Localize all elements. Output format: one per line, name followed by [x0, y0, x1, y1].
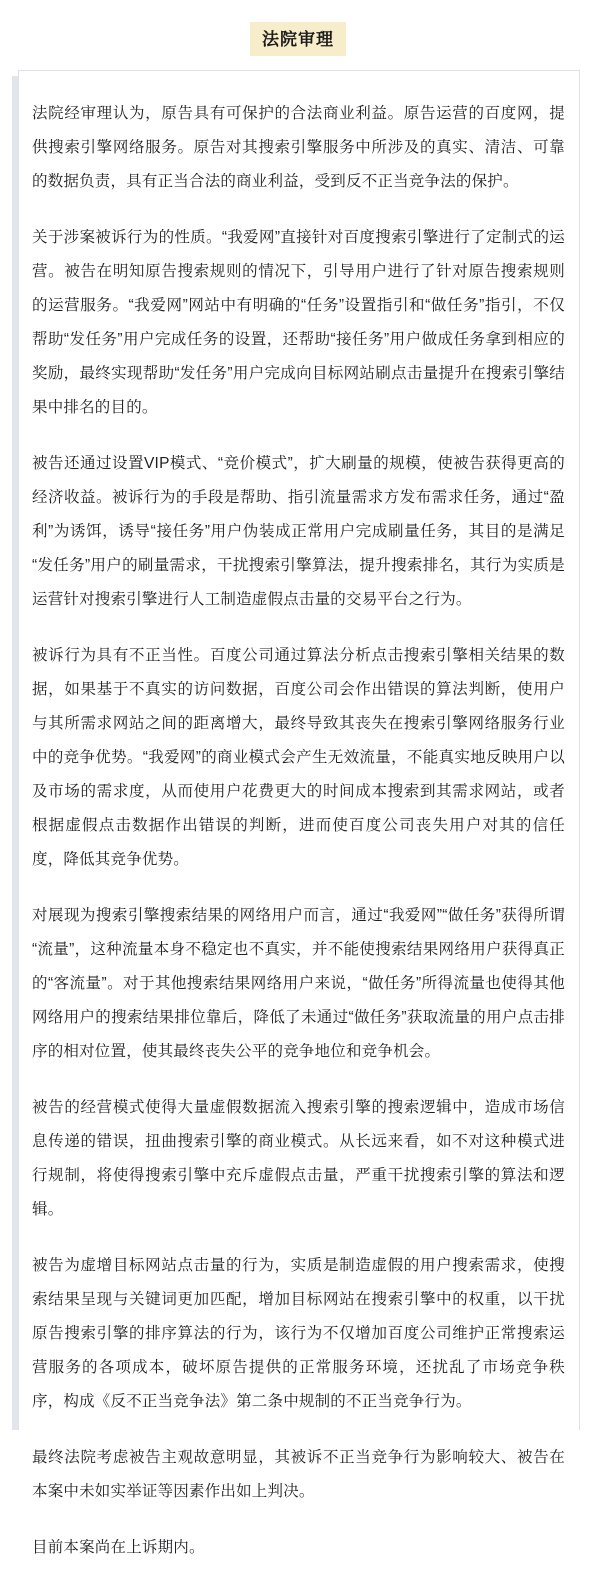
content-card-body	[19, 71, 579, 1585]
paragraph: 被告为虚增目标网站点击量的行为，实质是制造虚假的用户搜索需求，使搜索结果呈现与关键词更加匹配，增加目标网站在搜索引擎中的权重，以干扰原告搜索引擎的排序算法的行为，该行为不仅增加百度公司维护正常搜索运营服务的各项成本，破坏原告提供的正常服务环境，还扰乱了市场竞争秩序，构成《反不正当竞争法》第二条中规制的不正当竞争行为。	[32, 1257, 565, 1410]
paragraph: 法院经审理认为，原告具有可保护的合法商业利益。原告运营的百度网，提供搜索引擎网络服务。原告对其搜索引擎服务中所涉及的真实、清洁、可靠的数据负责，具有正当合法的商业利益，受到反不正当竞争法的保护。	[32, 105, 565, 190]
paragraph: 被告的经营模式使得大量虚假数据流入搜索引擎的搜索逻辑中，造成市场信息传递的错误，扭曲搜索引擎的商业模式。从长远来看，如不对这种模式进行规制，将使得搜索引擎中充斥虚假点击量，严重干扰搜索引擎的算法和逻辑。	[32, 1099, 565, 1218]
content-card	[18, 70, 580, 1556]
paragraph: 被告还通过设置VIP模式、“竞价模式”，扩大刷量的规模，使被告获得更高的经济收益。被诉行为的手段是帮助、指引流量需求方发布需求任务，通过“盈利”为诱饵，诱导“接任务”用户伪装成正常用户完成刷量任务，其目的是满足“发任务”用户的刷量需求，干扰搜索引擎算法，提升搜索排名，其行为实质是运营针对搜索引擎进行人工制造虚假点击量的交易平台之行为。	[32, 455, 565, 608]
paragraph: 对展现为搜索引擎搜索结果的网络用户而言，通过“我爱网”“做任务”获得所谓“流量”，这种流量本身不稳定也不真实，并不能使搜索结果网络用户获得真正的“客流量”。对于其他搜索结果网络用户来说，“做任务”所得流量也使得其他网络用户的搜索结果排位靠后，降低了未通过“做任务”获取流量的用户点击排序的相对位置，使其最终丧失公平的竞争地位和竞争机会。	[32, 907, 565, 1060]
header-band	[0, 0, 600, 70]
paragraph: 最终法院考虑被告主观故意明显，其被诉不正当竞争行为影响较大、被告在本案中未如实举证等因素作出如上判决。	[32, 1449, 565, 1500]
section-title-badge	[250, 22, 346, 56]
paragraph: 目前本案尚在上诉期内。	[32, 1539, 205, 1556]
paragraph: 被诉行为具有不正当性。百度公司通过算法分析点击搜索引擎相关结果的数据，如果基于不真实的访问数据，百度公司会作出错误的算法判断，使用户与其所需求网站之间的距离增大，最终导致其丧失在搜索引擎网络服务行业中的竞争优势。“我爱网”的商业模式会产生无效流量，不能真实地反映用户以及市场的需求度，从而使用户花费更大的时间成本搜索到其需求网站，或者根据虚假点击数据作出错误的判断，进而使百度公司丧失用户对其的信任度，降低其竞争优势。	[32, 647, 565, 868]
section-title-text: 法院审理	[262, 29, 334, 49]
paragraph: 关于涉案被诉行为的性质。“我爱网”直接针对百度搜索引擎进行了定制式的运营。被告在明知原告搜索规则的情况下，引导用户进行了针对原告搜索规则的运营服务。“我爱网”网站中有明确的“任务”设置指引和“做任务”指引，不仅帮助“发任务”用户完成任务的设置，还帮助“接任务”用户做成任务拿到相应的奖励，最终实现帮助“发任务”用户完成向目标网站刷点击量提升在搜索引擎结果中排名的目的。	[32, 229, 565, 416]
